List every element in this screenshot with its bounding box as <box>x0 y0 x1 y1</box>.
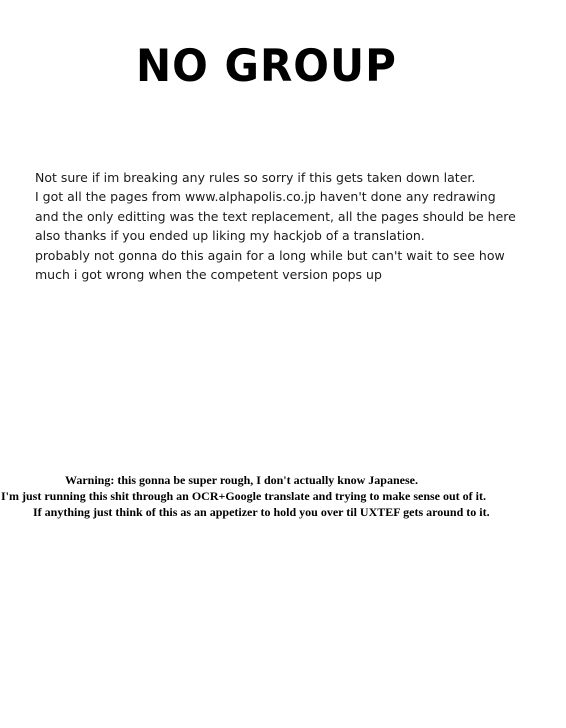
page-title: NO GROUP <box>136 40 397 92</box>
note-line: probably not gonna do this again for a long while but can't wait to see how <box>35 247 505 263</box>
warning-line: I'm just running this shit through an OCR+Google translate and trying to make sense out of it. <box>1 489 486 503</box>
note-line: and the only editting was the text replacement, all the pages should be here <box>35 208 516 224</box>
warning-block <box>0 472 566 520</box>
note-line: also thanks if you ended up liking my hackjob of a translation. <box>35 228 425 244</box>
warning-line: Warning: this gonna be super rough, I don't actually know Japanese. <box>65 473 418 487</box>
note-line: much i got wrong when the competent version pops up <box>35 267 382 283</box>
note-line: Not sure if im breaking any rules so sorry if this gets taken down later. <box>35 170 476 185</box>
translator-notes <box>35 168 516 284</box>
warning-line: If anything just think of this as an appetizer to hold you over til UXTEF gets around to it. <box>33 505 490 519</box>
note-line: I got all the pages from www.alphapolis.co.jp haven't done any redrawing <box>35 189 496 205</box>
